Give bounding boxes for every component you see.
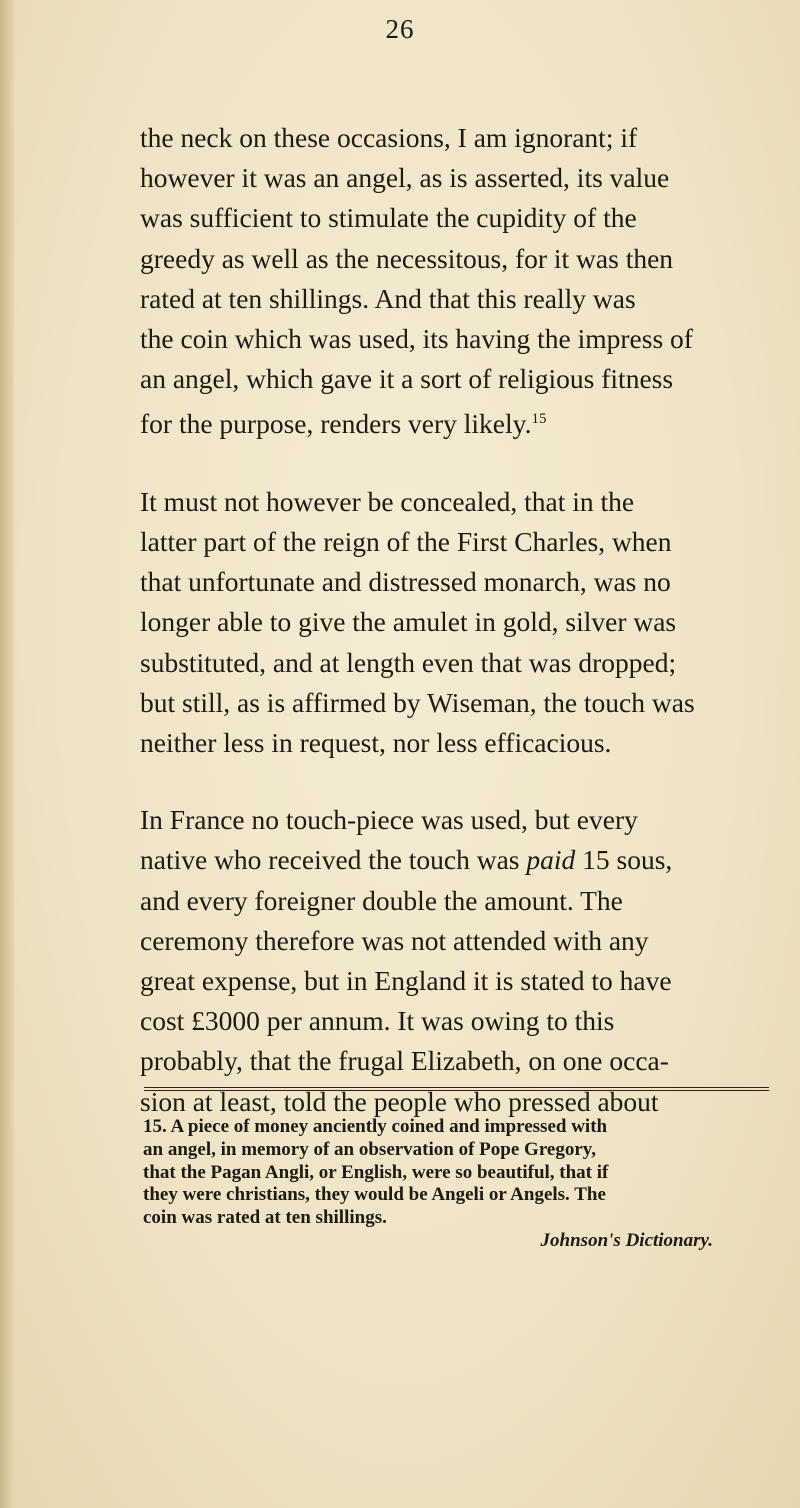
text-line: greedy as well as the necessitous, for it was then: [140, 242, 674, 274]
text-line: and every foreigner double the amount. The: [140, 884, 623, 916]
text-line: latter part of the reign of the First Charles, when: [140, 525, 672, 557]
page-number: 26: [385, 14, 415, 44]
paragraph-spacer: [140, 445, 780, 482]
text-line: substituted, and at length even that was dropped;: [140, 646, 677, 678]
text-line: In France no touch-piece was used, but every: [140, 804, 638, 836]
text-line: that unfortunate and distressed monarch, was no: [140, 566, 671, 598]
text-line: however it was an angel, as is asserted, its value: [140, 162, 670, 194]
text-line: rated at ten shillings. And that this really was: [140, 282, 636, 314]
footnote-line: an angel, in memory of an observation of Pope Gregory,: [143, 1138, 596, 1160]
footnote-line: 15. A piece of money anciently coined and impressed with: [143, 1116, 608, 1137]
text-segment: native who received the touch was: [140, 844, 527, 876]
text-line: neither less in request, nor less efficacious.: [140, 727, 612, 758]
footnote-reference: 15: [531, 411, 547, 428]
footnote-attribution: Johnson's Dictionary.: [540, 1229, 713, 1251]
paragraph-3: [140, 800, 780, 1122]
text-line: an angel, which gave it a sort of religious fitness: [140, 363, 674, 395]
footnote: [143, 1116, 775, 1253]
text-line: probably, that the frugal Elizabeth, on one occa-: [140, 1045, 669, 1077]
text-line: It must not however be concealed, that in the: [140, 485, 635, 517]
footnote-line: they were christians, they would be Angeli or Angels. The: [143, 1184, 606, 1206]
text-line: cost £3000 per annum. It was owing to this: [140, 1005, 615, 1037]
footnote-line: that the Pagan Angli, or English, were so beautiful, that if: [143, 1161, 609, 1183]
italic-emphasis: paid: [526, 844, 576, 876]
text-line: sion at least, told the people who pressed about: [140, 1085, 659, 1117]
footnote-line: coin was rated at ten shillings.: [143, 1207, 387, 1229]
text-line: great expense, but in England it is stated to have: [140, 965, 672, 997]
text-line: longer able to give the amulet in gold, silver was: [140, 606, 677, 638]
text-line: the coin which was used, its having the impress of: [140, 323, 693, 355]
text-line: [140, 840, 780, 880]
text-segment: for the purpose, renders very likely.: [140, 408, 532, 440]
text-line: was sufficient to stimulate the cupidity of the: [140, 202, 637, 234]
body-text: [140, 118, 780, 1122]
footnote-separator-rule: [144, 1087, 769, 1091]
text-line: the neck on these occasions, I am ignorant; if: [140, 122, 638, 153]
text-line: [140, 399, 780, 444]
page-edge-shadow: [0, 0, 14, 1508]
paragraph-1: [140, 118, 780, 445]
text-line: but still, as is affirmed by Wiseman, the touch was: [140, 686, 695, 718]
paragraph-spacer: [140, 763, 780, 800]
text-segment: 15 sous,: [575, 844, 673, 876]
text-line: ceremony therefore was not attended with any: [140, 924, 649, 956]
paragraph-2: [140, 482, 780, 763]
